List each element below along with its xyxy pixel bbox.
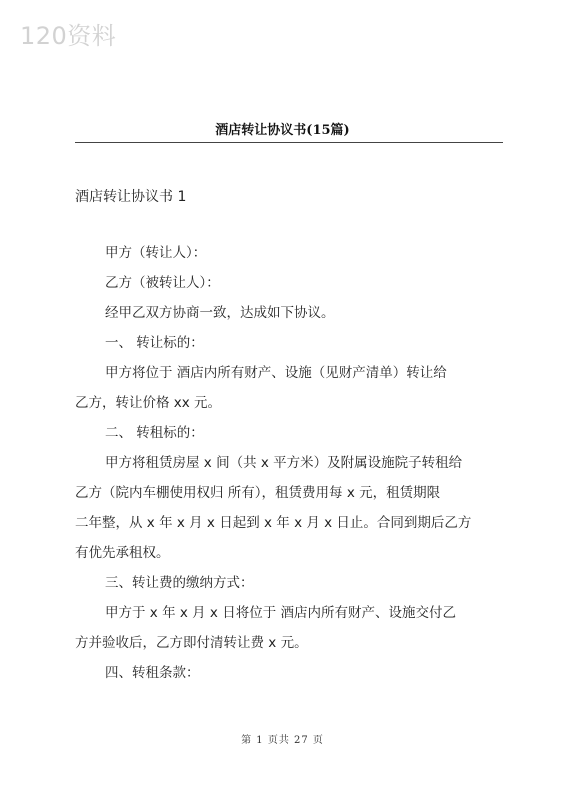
paragraph-line: 甲方于 x 年 x 月 x 日将位于 酒店内所有财产、设施交付乙 (105, 605, 457, 621)
clause-heading: 一、 转让标的： (105, 335, 204, 351)
paragraph-line: 乙方（院内车棚使用权归 所有），租赁费用每 x 元，租赁期限 (75, 485, 441, 501)
clause-heading: 二、 转租标的： (105, 425, 204, 441)
paragraph-line: 乙方，转让价格 xx 元。 (75, 395, 222, 411)
clause-heading: 三、转让费的缴纳方式： (105, 575, 254, 591)
paragraph-line: 甲方将租赁房屋 x 间（共 x 平方米）及附属设施院子转租给 (105, 455, 463, 471)
party-a-line: 甲方（转让人）： (105, 245, 207, 261)
clause-heading: 四、转租条款： (105, 665, 200, 681)
paragraph-line: 甲方将位于 酒店内所有财产、设施（见财产清单）转让给 (105, 365, 447, 381)
agreement-intro: 经甲乙双方协商一致，达成如下协议。 (105, 305, 335, 321)
paragraph-line: 方并验收后，乙方即付清转让费 x 元。 (75, 635, 308, 651)
page-number: 第 1 页共 27 页 (241, 735, 324, 746)
paragraph-line: 有优先承租权。 (75, 545, 170, 561)
party-b-line: 乙方（被转让人）： (105, 275, 220, 291)
paragraph-line: 二年整，从 x 年 x 月 x 日起到 x 年 x 月 x 日止。合同到期后乙方 (75, 515, 472, 531)
section-heading: 酒店转让协议书 1 (75, 189, 187, 205)
watermark: 120资料 (20, 22, 117, 50)
document-title: 酒店转让协议书(15篇) (215, 123, 350, 138)
title-divider (75, 142, 503, 143)
